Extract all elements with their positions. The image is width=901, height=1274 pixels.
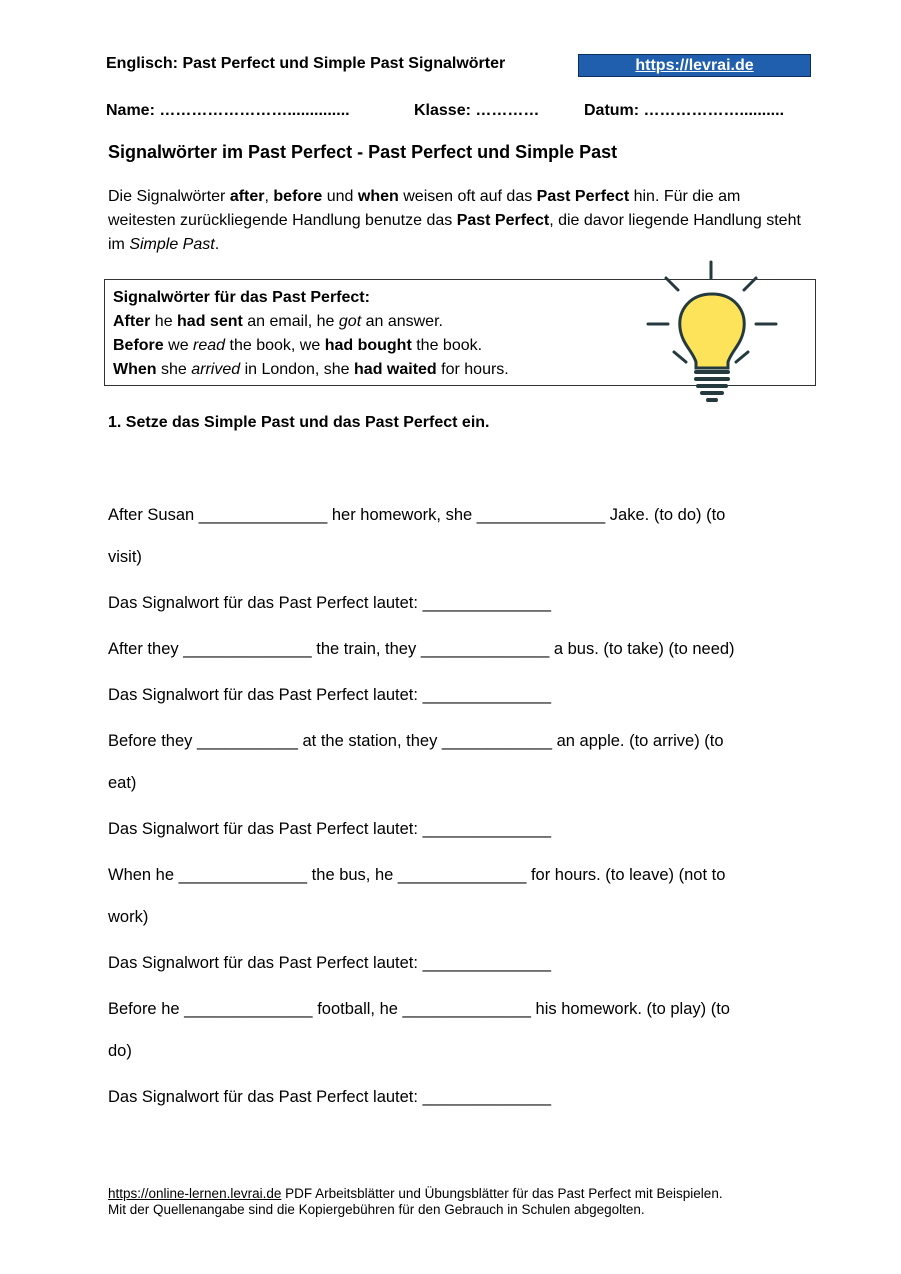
signal-word-prompt-2: Das Signalwort für das Past Perfect lautet: ______________	[108, 686, 552, 704]
exercise-5-line-2: do)	[108, 1042, 132, 1060]
footer-link[interactable]: https://online-lernen.levrai.de	[108, 1186, 282, 1201]
footer	[108, 1186, 723, 1218]
name-field: Name: ……………………..............	[106, 102, 350, 119]
footer-line-1: https://online-lernen.levrai.de PDF Arbeitsblätter und Übungsblätter für das Past Perfect mit Beispielen.	[108, 1186, 723, 1201]
header-website-link[interactable]: https://levrai.de	[578, 54, 811, 77]
datum-field: Datum: ………………..........	[584, 102, 785, 119]
example-sentence-when: When she arrived in London, she had waited for hours.	[113, 361, 509, 378]
box-heading: Signalwörter für das Past Perfect:	[113, 289, 370, 306]
example-sentence-before: Before we read the book, we had bought the book.	[113, 337, 483, 354]
exercise-2-line-1: After they ______________ the train, they ______________ a bus. (to take) (to need)	[108, 640, 735, 658]
signal-word-prompt-4: Das Signalwort für das Past Perfect lautet: ______________	[108, 954, 552, 972]
signal-word-prompt-5: Das Signalwort für das Past Perfect lautet: ______________	[108, 1088, 552, 1106]
section-title: Signalwörter im Past Perfect - Past Perfect und Simple Past	[108, 142, 618, 162]
exercise-5-line-1: Before he ______________ football, he ______________ his homework. (to play) (to	[108, 1000, 730, 1018]
exercise-3-line-2: eat)	[108, 774, 137, 792]
example-sentence-after: After he had sent an email, he got an answer.	[113, 313, 443, 330]
exercise-4-line-2: work)	[108, 908, 149, 926]
exercise-3-line-1: Before they ___________ at the station, they ____________ an apple. (to arrive) (to	[108, 732, 724, 750]
footer-line-2: Mit der Quellenangabe sind die Kopiergebühren für den Gebrauch in Schulen abgegolten.	[108, 1202, 645, 1217]
worksheet-header-title: Englisch: Past Perfect und Simple Past Signalwörter	[106, 55, 506, 72]
intro-paragraph: Die Signalwörter after, before und when weisen oft auf das Past Perfect hin. Für die am weitesten zurückliegende Handlung benutze das Past Perfect, die davor liegende Handlung steht im Simple Past.	[108, 188, 801, 253]
signal-word-prompt-3: Das Signalwort für das Past Perfect lautet: ______________	[108, 820, 552, 838]
exercise-1-line-1: After Susan ______________ her homework, she ______________ Jake. (to do) (to	[108, 506, 726, 524]
task-heading: 1. Setze das Simple Past und das Past Perfect ein.	[108, 414, 490, 431]
lightbulb-icon	[640, 258, 790, 408]
exercise-4-line-1: When he ______________ the bus, he ______________ for hours. (to leave) (not to	[108, 866, 726, 884]
signal-word-prompt-1: Das Signalwort für das Past Perfect lautet: ______________	[108, 594, 552, 612]
klasse-field: Klasse: …………	[414, 102, 540, 119]
exercise-1-line-2: visit)	[108, 548, 142, 566]
